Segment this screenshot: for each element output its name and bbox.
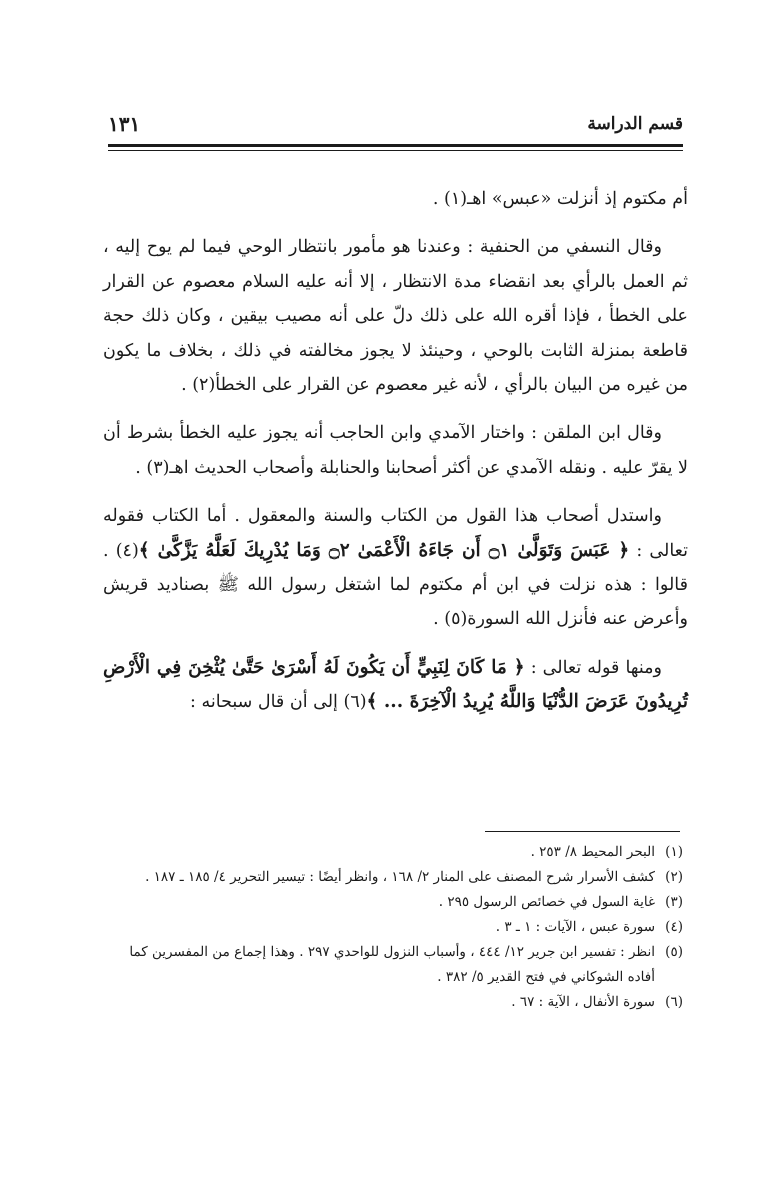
footnote-text: سورة الأنفال ، الآية : ٦٧ . <box>511 994 655 1010</box>
footnote-separator <box>485 831 680 832</box>
quran-verse-anfal: ﴿ مَا كَانَ لِنَبِيٍّ أَن يَكُونَ لَهُ أَسْرَىٰ حَتَّىٰ يُثْخِنَ فِي الْأَرْضِ تُرِيدُونَ عَرَضَ الدُّنْيَا وَاللَّهُ يُرِيدُ الْآخِرَةَ ... ﴾ <box>103 656 688 713</box>
running-title: قسم الدراسة <box>587 114 683 134</box>
footnote-text: غاية السول في خصائص الرسول ٢٩٥ . <box>438 894 655 910</box>
footnote-number: (٣) <box>665 894 683 910</box>
paragraph-5-rest: (٦) إلى أن قال سبحانه : <box>190 692 367 713</box>
footnote-number: (٦) <box>665 994 683 1010</box>
footnote-text: انظر : تفسير ابن جرير ١٢/ ٤٤٤ ، وأسباب النزول للواحدي ٢٩٧ . وهذا إجماع من المفسرين كما أفاده الشوكاني في فتح القدير ٥/ ٣٨٢ . <box>129 944 655 985</box>
header-rule-thick <box>108 144 683 147</box>
footnote-number: (٤) <box>665 919 683 935</box>
page-number: ١٣١ <box>108 112 141 136</box>
paragraph-2: وقال النسفي من الحنفية : وعندنا هو مأمور بانتظار الوحي فيما لم يوح إليه ، ثم العمل بالرأي بعد انقضاء مدة الانتظار ، إلا أنه عليه السلام معصوم عن القرار على الخطأ ، فإذا أقره الله على ذلك دلّ على أنه مصيب بيقين ، وكان ذلك حجة قاطعة بمنزلة الثابت بالوحي ، وحينئذ لا يجوز مخالفته في ذلك ، بخلاف ما يكون من غيره من البيان بالرأي ، لأنه غير معصوم عن القرار على الخطأ(٢) . <box>103 237 688 396</box>
footnote-item <box>103 990 683 1015</box>
footnote-number: (٢) <box>665 869 683 885</box>
paragraph-4 <box>103 499 688 637</box>
header-rule-thin <box>108 150 683 151</box>
paragraph-5-intro: ومنها قوله تعالى : <box>530 657 662 678</box>
footnote-number: (١) <box>665 844 683 860</box>
main-text <box>103 182 688 720</box>
page-header <box>108 112 683 138</box>
paragraph-3: وقال ابن الملقن : واختار الآمدي وابن الحاجب أنه يجوز عليه الخطأ بشرط أن لا يقرّ عليه . ونقله الآمدي عن أكثر أصحابنا والحنابلة وأصحاب الحديث اهـ(٣) . <box>103 423 688 478</box>
footnote-item <box>103 865 683 890</box>
footnote-number: (٥) <box>665 944 683 960</box>
paragraph-1: أم مكتوم إذ أنزلت «عبس» اهـ(١) . <box>432 189 688 209</box>
footnote-text: البحر المحيط ٨/ ٢٥٣ . <box>530 844 655 860</box>
paragraph-5 <box>103 651 688 720</box>
footnote-item <box>103 890 683 915</box>
footnote-item <box>103 840 683 865</box>
paragraph-4-rest: (٤) . قالوا : هذه نزلت في ابن أم مكتوم لما اشتغل رسول الله ﷺ بصناديد قريش وأعرض عنه فأنزل الله السورة(٥) . <box>103 540 688 630</box>
footnote-text: سورة عبس ، الآيات : ١ ـ ٣ . <box>495 919 655 935</box>
footnotes <box>103 840 683 1015</box>
paragraph-4-intro: واستدل أصحاب هذا القول من الكتاب والسنة والمعقول . أما الكتاب فقوله تعالى : <box>103 506 688 561</box>
footnote-item <box>103 915 683 940</box>
footnote-text: كشف الأسرار شرح المصنف على المنار ٢/ ١٦٨ ، وانظر أيضًا : تيسير التحرير ٤/ ١٨٥ ـ ١٨٧ . <box>145 869 655 885</box>
footnote-item <box>103 940 683 990</box>
quran-verse-abasa: ﴿ عَبَسَ وَتَوَلَّىٰ ۝١ أَن جَاءَهُ الْأَعْمَىٰ ۝٢ وَمَا يُدْرِيكَ لَعَلَّهُ يَزَّكَّىٰ ﴾ <box>138 539 630 561</box>
